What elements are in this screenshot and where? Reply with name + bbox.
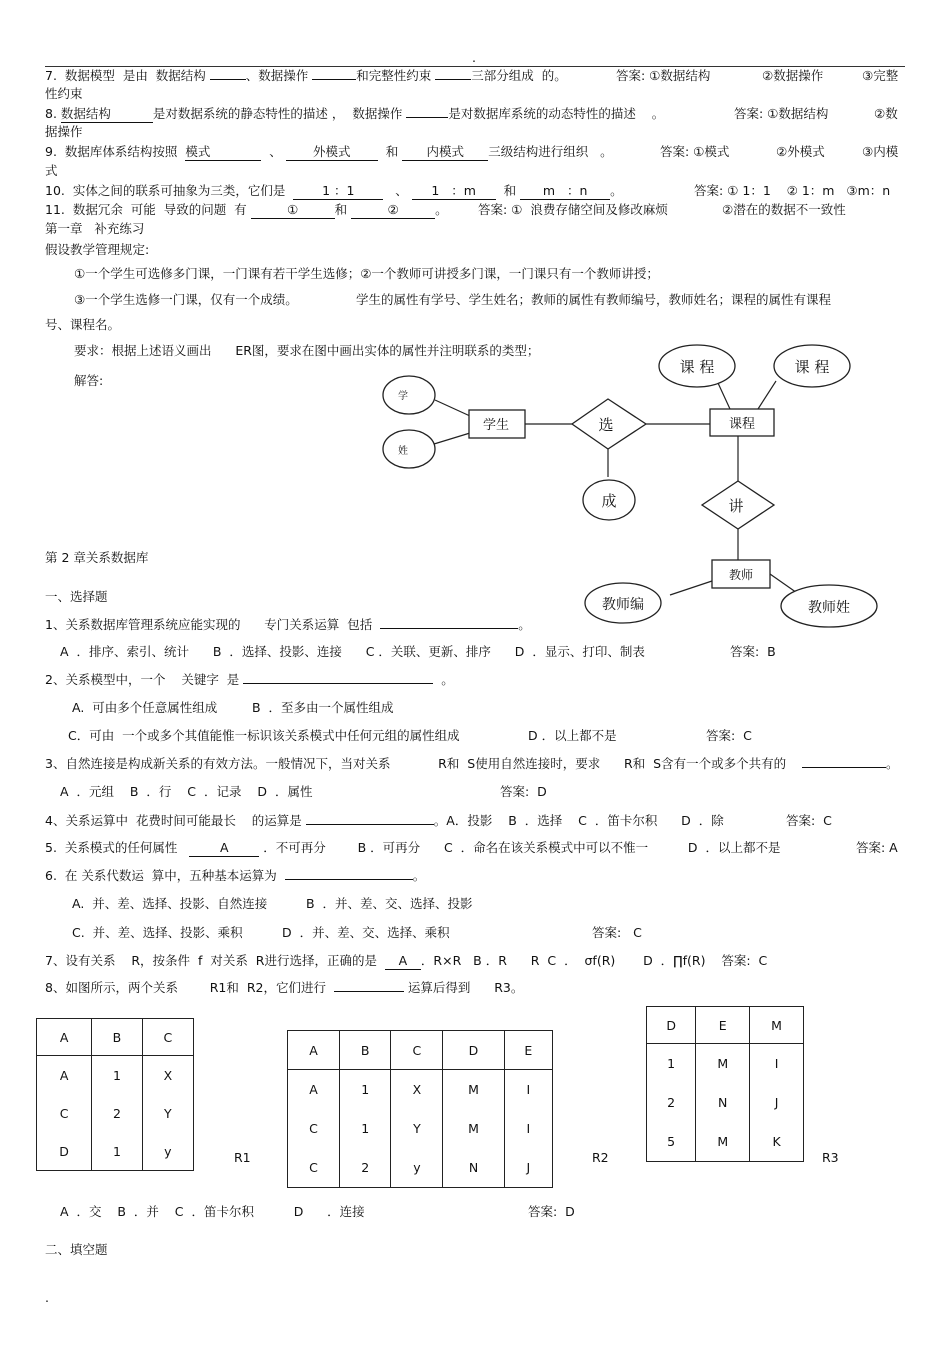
table-r1 bbox=[36, 1018, 194, 1171]
er-label-stu-attr2: 姓 bbox=[398, 446, 408, 457]
table-header-cell: A bbox=[37, 1019, 92, 1056]
table-cell: y bbox=[391, 1148, 443, 1188]
er-label-stu-attr1: 学 bbox=[398, 391, 408, 402]
table-row bbox=[647, 1083, 804, 1122]
table-cell: 1 bbox=[647, 1044, 696, 1084]
table-header-cell: E bbox=[504, 1031, 552, 1070]
table-cell: M bbox=[696, 1044, 750, 1084]
er-label-teach: 讲 bbox=[728, 497, 744, 515]
table-row bbox=[288, 1148, 553, 1188]
table-cell: A bbox=[288, 1070, 340, 1110]
attr-student-id bbox=[383, 376, 435, 414]
ch2-question-7: 7、设有关系 R，按条件 f 对关系 R进行选择，正确的是 A ．R×R B ．R R C ． σf(R) D ．∏f(R) 答案: C bbox=[45, 953, 768, 968]
attr-student-name bbox=[383, 430, 435, 468]
table-cell: D bbox=[37, 1132, 92, 1171]
q9-cont: 式 bbox=[45, 163, 58, 178]
table-row bbox=[647, 1044, 804, 1084]
ch2-q6-option-c: C. 并、差、选择、投影、乘积 bbox=[72, 925, 243, 940]
table-cell: N bbox=[696, 1083, 750, 1122]
table-cell: J bbox=[526, 1160, 531, 1175]
ch2-q5-answer: 答案: A bbox=[856, 840, 898, 855]
er-label-course-attr2: 课 程 bbox=[794, 358, 830, 376]
table-r1-label: R1 bbox=[234, 1150, 251, 1165]
ch2-q6-option-b: B ．并、差、交、选择、投影 bbox=[306, 896, 473, 911]
er-label-grade: 成 bbox=[601, 492, 617, 510]
q9-answer-2: ②外模式 bbox=[776, 144, 825, 159]
table-cell: 1 bbox=[92, 1132, 143, 1171]
table-row bbox=[288, 1070, 553, 1110]
table-cell: K bbox=[772, 1134, 781, 1149]
ch2-q8-answer: 答案: D bbox=[528, 1204, 575, 1219]
question-9: 9. 数据库体系结构按照 模式 、 外模式 和 内模式 三级结构进行组织 。 bbox=[45, 144, 613, 159]
supplement-heading: 第一章 补充练习 bbox=[45, 221, 145, 236]
q7-cont: 性约束 bbox=[45, 86, 83, 101]
supplement-rule-2b: 学生的属性有学号、学生姓名；教师的属性有教师编号，教师姓名；课程的属性有课程 bbox=[356, 292, 832, 307]
table-header-row bbox=[288, 1031, 553, 1070]
question-7: 7. 数据模型 是由 数据结构 、数据操作 和完整性约束 三部分组成 的。 bbox=[45, 68, 567, 83]
er-label-student: 学生 bbox=[482, 418, 510, 433]
table-header-cell: C bbox=[391, 1031, 443, 1070]
table-r3-label: R3 bbox=[822, 1150, 839, 1165]
supplement-rule-2c: 号、课程名。 bbox=[45, 317, 121, 332]
table-cell: C bbox=[37, 1094, 92, 1132]
table-r2 bbox=[287, 1030, 553, 1188]
table-header-cell: M bbox=[750, 1007, 804, 1044]
table-cell: A bbox=[37, 1056, 92, 1095]
table-cell: 2 bbox=[340, 1148, 391, 1188]
table-cell: N bbox=[443, 1148, 504, 1188]
table-cell: I bbox=[774, 1056, 779, 1071]
section-fill-blank: 二、填空题 bbox=[45, 1242, 108, 1257]
q8-answer-1: 答案: ①数据结构 bbox=[734, 106, 829, 121]
ch2-question-4: 4、关系运算中 花费时间可能最长 的运算是 。A．投影 B ．选择 C ．笛卡尔积 D ．除 bbox=[45, 813, 724, 828]
er-label-course-attr1: 课 程 bbox=[679, 358, 715, 376]
q10-answer: 答案: ① 1：1 ② 1：m ③m：n bbox=[694, 183, 891, 198]
q8-answer-2: ②数 bbox=[874, 106, 898, 121]
table-header-cell: B bbox=[340, 1031, 391, 1070]
table-header-row bbox=[647, 1007, 804, 1044]
table-header-cell: B bbox=[92, 1019, 143, 1056]
table-cell: C bbox=[288, 1109, 340, 1148]
ch2-q8-options: A ．交 B ．并 C ．笛卡尔积 D ．连接 bbox=[60, 1204, 365, 1219]
er-diagram bbox=[0, 0, 950, 640]
table-cell: 5 bbox=[647, 1122, 696, 1162]
ch2-q6-answer: 答案: C bbox=[592, 925, 642, 940]
table-header-cell: D bbox=[443, 1031, 504, 1070]
table-cell: I bbox=[526, 1082, 531, 1097]
table-cell: Y bbox=[164, 1105, 172, 1121]
table-cell: M bbox=[443, 1109, 504, 1148]
q7-answer-3: ③完整 bbox=[862, 68, 899, 83]
table-row bbox=[288, 1109, 553, 1148]
q9-answer-3: ③内模 bbox=[862, 144, 899, 159]
q8-cont: 据操作 bbox=[45, 124, 83, 139]
ch2-q6-option-a: A. 并、差、选择、投影、自然连接 bbox=[72, 896, 268, 911]
table-header-row bbox=[37, 1019, 194, 1056]
table-cell: 2 bbox=[647, 1083, 696, 1122]
q7-answer-2: ②数据操作 bbox=[762, 68, 824, 83]
ch2-q1-options: A ．排序、索引、统计 B ．选择、投影、连接 C ．关联、更新、排序 D ．显示、打印、制表 bbox=[60, 644, 645, 659]
table-header-cell: D bbox=[647, 1007, 696, 1044]
q9-answer-1: 答案: ①模式 bbox=[660, 144, 730, 159]
section-choice: 一、选择题 bbox=[45, 589, 108, 604]
table-cell: M bbox=[696, 1122, 750, 1162]
table-cell: J bbox=[774, 1095, 779, 1110]
ch2-question-1: 1、关系数据库管理系统应能实现的 专门关系运算 包括 。 bbox=[45, 617, 531, 632]
question-11: 11. 数据冗余 可能 导致的问题 有 ① 和 ② 。 bbox=[45, 202, 448, 217]
table-cell: Y bbox=[391, 1109, 443, 1148]
ch2-q2-option-d: D ．以上都不是 bbox=[528, 728, 617, 743]
table-cell: X bbox=[163, 1067, 173, 1083]
ch2-q4-answer: 答案: C bbox=[786, 813, 832, 828]
ch2-question-5: 5. 关系模式的任何属性 A ．不可再分 B ．可再分 C ．命名在该关系模式中可以不惟一 D ．以上都不是 bbox=[45, 840, 781, 855]
table-header-cell: E bbox=[696, 1007, 750, 1044]
top-dot: . bbox=[472, 50, 476, 65]
supplement-rule-1: ①一个学生可选修多门课，一门课有若干学生选修；②一个教师可讲授多门课，一门课只有一个教师讲授； bbox=[74, 266, 659, 281]
question-8: 8. 数据结构 是对数据系统的静态特性的描述 ， 数据操作 是对数据库系统的动态特性的描述 。 bbox=[45, 106, 665, 121]
table-cell: M bbox=[443, 1070, 504, 1110]
supplement-intro: 假设教学管理规定: bbox=[45, 242, 150, 257]
chapter-2-title: 第 2 章关系数据库 bbox=[45, 550, 149, 565]
q11-answer-1: 答案: ① 浪费存储空间及修改麻烦 bbox=[478, 202, 668, 217]
er-label-teacher-attr1: 教师编 bbox=[602, 597, 644, 613]
ch2-question-6: 6. 在 关系代数运 算中，五种基本运算为 。 bbox=[45, 868, 426, 883]
ch2-q2-option-a: A. 可由多个任意属性组成 bbox=[72, 700, 218, 715]
er-label-course: 课程 bbox=[728, 417, 756, 432]
supplement-answer-label: 解答: bbox=[74, 373, 104, 388]
question-10: 10. 实体之间的联系可抽象为三类，它们是 1 ：1 、 1 ：m 和 m ：n 。 bbox=[45, 183, 623, 198]
ch2-q1-answer: 答案: B bbox=[730, 644, 776, 659]
table-r2-label: R2 bbox=[592, 1150, 609, 1165]
supplement-requirement: 要求：根据上述语义画出 ER图，要求在图中画出实体的属性并注明联系的类型； bbox=[74, 343, 540, 358]
bottom-dot: . bbox=[45, 1290, 49, 1305]
ch2-question-3: 3、自然连接是构成新关系的有效方法。一般情况下，当对关系 R和 S使用自然连接时，要求 R和 S含有一个或多个共有的 。 bbox=[45, 756, 899, 771]
ch2-q2-answer: 答案: C bbox=[706, 728, 752, 743]
table-header-cell: A bbox=[288, 1031, 340, 1070]
table-cell: 1 bbox=[340, 1070, 391, 1110]
table-cell: 1 bbox=[92, 1056, 143, 1095]
ch2-q3-options: A ．元组 B ．行 C ．记录 D ．属性 bbox=[60, 784, 313, 799]
table-cell: C bbox=[288, 1148, 340, 1188]
er-label-teacher: 教师 bbox=[728, 568, 754, 582]
supplement-rule-2a: ③一个学生选修一门课，仅有一个成绩。 bbox=[74, 292, 298, 307]
table-cell: 1 bbox=[340, 1109, 391, 1148]
table-row bbox=[647, 1122, 804, 1162]
table-cell: y bbox=[164, 1143, 172, 1159]
table-row bbox=[37, 1056, 194, 1095]
table-cell: 2 bbox=[92, 1094, 143, 1132]
ch2-question-2: 2、关系模型中，一个 关键字 是 。 bbox=[45, 672, 454, 687]
ch2-q2-option-c: C．可由 一个或多个其值能惟一标识该关系模式中任何元组的属性组成 bbox=[68, 728, 460, 743]
ch2-question-8: 8、如图所示，两个关系 R1和 R2，它们进行 运算后得到 R3。 bbox=[45, 980, 524, 995]
table-cell: X bbox=[391, 1070, 443, 1110]
er-label-select: 选 bbox=[598, 416, 614, 434]
q7-answer-1: 答案: ①数据结构 bbox=[616, 68, 711, 83]
table-row bbox=[37, 1094, 194, 1132]
table-header-cell: C bbox=[142, 1019, 193, 1056]
ch2-q2-option-b: B ．至多由一个属性组成 bbox=[252, 700, 394, 715]
ch2-q6-option-d: D ．并、差、交、选择、乘积 bbox=[282, 925, 450, 940]
q11-answer-2: ②潜在的数据不一致性 bbox=[722, 202, 846, 217]
ch2-q3-answer: 答案: D bbox=[500, 784, 547, 799]
table-row bbox=[37, 1132, 194, 1171]
table-cell: I bbox=[526, 1121, 531, 1136]
er-label-teacher-attr2: 教师姓 bbox=[808, 600, 850, 616]
table-r3 bbox=[646, 1006, 804, 1162]
